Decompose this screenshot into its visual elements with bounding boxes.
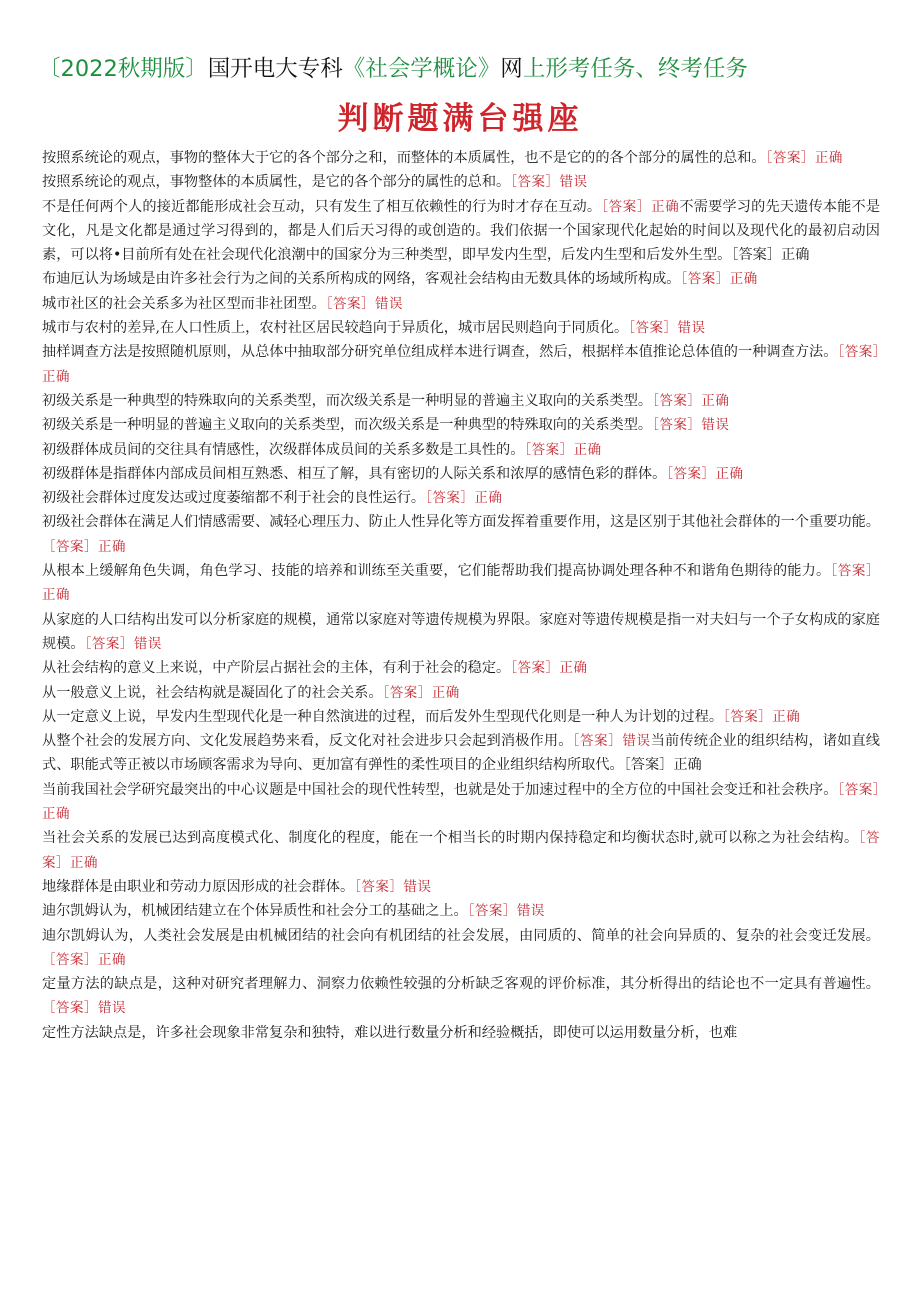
question-text: 定性方法缺点是，许多社会现象非常复杂和独特，难以进行数量分析和经验概括，即使可以运用数量分析，也难 [42, 1024, 738, 1041]
edition-label: 〔2022秋期版〕 [38, 56, 208, 82]
answer-label: ［答案］正确 [680, 271, 758, 288]
question-item [42, 972, 880, 1021]
document-header [38, 52, 898, 86]
answer-label: ［答案］正确 [42, 344, 881, 385]
question-text: 初级关系是一种明显的普遍主义取向的关系类型，而次级关系是一种典型的特殊取向的关系类型。 [42, 417, 653, 434]
question-item [42, 316, 880, 340]
answer-label: ［答案］正确 [510, 660, 588, 677]
answer-label: ［答案］正确 [765, 150, 843, 166]
continuation-text: 不需要学习的先天遗传本能不是文化，凡是文化都是通过学习得到的，都是人们后天习得的或创造的。我们依据一个国家现代化起始的时间以及现代化的最初启动因素，可以将•目前所有处在社会现代化浪潮中的国家分为三种类型，即早发内生型，后发内生型和后发外生型。［答案］正确 [42, 198, 881, 264]
question-item [42, 170, 880, 194]
question-item [42, 729, 880, 778]
question-item [42, 292, 880, 316]
question-text: 当前我国社会学研究最突出的中心议题是中国社会的现代性转型，也就是处于加速过程中的全方位的中国社会变迁和社会秩序。 [42, 781, 838, 798]
answer-label: ［答案］正确 [42, 830, 881, 871]
question-text: 定量方法的缺点是，这种对研究者理解力、洞察力依赖性较强的分析缺乏客观的评价标准，其分析得出的结论也不一定具有普遍性。 [42, 976, 880, 993]
question-item [42, 656, 880, 680]
answer-label: ［答案］错误 [354, 878, 432, 895]
question-text: 从整个社会的发展方向、文化发展趋势来看，反文化对社会进步只会起到消极作用。 [42, 733, 573, 750]
question-item [42, 1021, 880, 1045]
answer-label: ［答案］错误 [467, 903, 545, 920]
question-item [42, 510, 880, 559]
question-list [42, 146, 880, 1045]
question-item [42, 559, 880, 608]
question-text: 从根本上缓解角色失调，角色学习、技能的培养和训练至关重要，它们能帮助我们提高协调处理各种不和谐角色期待的能力。 [42, 563, 831, 580]
answer-label: ［答案］正确 [425, 490, 503, 507]
question-item [42, 608, 880, 657]
question-item [42, 705, 880, 729]
question-text: 初级群体是指群体内部成员间相互熟悉、相互了解，具有密切的人际关系和浓厚的感情色彩的群体。 [42, 465, 667, 482]
question-item [42, 438, 880, 462]
answer-label: ［答案］错误 [42, 1000, 126, 1017]
answer-label: ［答案］错误 [628, 320, 706, 337]
question-text: 初级关系是一种典型的特殊取向的关系类型，而次级关系是一种明显的普遍主义取向的关系类型。 [42, 392, 653, 409]
course-name: 《社会学概论》 [342, 56, 501, 82]
answer-label: ［答案］正确 [42, 563, 880, 604]
question-text: 迪尔凯姆认为，机械团结建立在个体异质性和社会分工的基础之上。 [42, 903, 468, 920]
answer-label: ［答案］正确 [723, 708, 801, 725]
continuation-text: 当前传统企业的组织结构，诸如直线式、职能式等正被以市场顾客需求为导向、更加富有弹性的柔性项目的企业组织结构所取代。［答案］正确 [42, 733, 880, 774]
question-text: 从家庭的人口结构出发可以分析家庭的规模，通常以家庭对等遗传规模为界限。家庭对等遗传规模是指一对夫妇与一个子女构成的家庭规模。 [42, 611, 880, 652]
question-text: 布迪厄认为场域是由许多社会行为之间的关系所构成的网络，客观社会结构由无数具体的场域所构成。 [42, 271, 681, 288]
page-title: 判断题满台强座 [337, 101, 583, 137]
answer-label: ［答案］正确 [652, 392, 730, 409]
question-text: 迪尔凯姆认为，人类社会发展是由机械团结的社会向有机团结的社会发展，由同质的、简单的社会向异质的、复杂的社会变迁发展。 [42, 927, 880, 944]
question-text: 按照系统论的观点，事物整体的本质属性，是它的各个部分的属性的总和。 [42, 174, 511, 191]
answer-label: ［答案］正确 [524, 441, 602, 458]
answer-label: ［答案］正确 [601, 198, 680, 215]
question-item [42, 340, 880, 389]
question-item [42, 826, 880, 875]
answer-label: ［答案］错误 [510, 174, 588, 191]
question-text: 地缘群体是由职业和劳动力原因形成的社会群体。 [42, 878, 355, 895]
question-text: 城市社区的社会关系多为社区型而非社团型。 [42, 295, 326, 312]
question-text: 当社会关系的发展已达到高度模式化、制度化的程度，能在一个相当长的时期内保持稳定和均衡状态时,就可以称之为社会结构。 [42, 830, 859, 847]
answer-label: ［答案］正确 [42, 538, 126, 555]
question-item [42, 462, 880, 486]
question-text: 从一般意义上说，社会结构就是凝固化了的社会关系。 [42, 684, 383, 701]
question-item [42, 486, 880, 510]
question-text: 按照系统论的观点，事物的整体大于它的各个部分之和，而整体的本质属性，也不是它的的各个部分的属性的总和。 [42, 150, 766, 166]
question-text: 城市与农村的差异,在人口性质上，农村社区居民较趋向于异质化，城市居民则趋向于同质化。 [42, 320, 629, 337]
question-item [42, 875, 880, 899]
question-text: 抽样调查方法是按照随机原则，从总体中抽取部分研究单位组成样本进行调查，然后，根据样本值推论总体值的一种调查方法。 [42, 344, 838, 361]
question-text: 不是任何两个人的接近都能形成社会互动，只有发生了相互依赖性的行为时才存在互动。 [42, 198, 602, 215]
task-label: 上形考任务、终考任务 [522, 56, 748, 82]
answer-label: ［答案］正确 [666, 465, 744, 482]
question-item [42, 146, 880, 170]
answer-label: ［答案］正确 [382, 684, 460, 701]
answer-label: ［答案］错误 [325, 295, 404, 312]
question-item [42, 899, 880, 923]
question-item [42, 681, 880, 705]
question-item [42, 195, 880, 268]
question-text: 初级社会群体在满足人们情感需要、减轻心理压力、防止人性异化等方面发挥着重要作用，这是区别于其他社会群体的一个重要功能。 [42, 514, 880, 531]
site-label: 网 [500, 56, 523, 82]
question-text: 从一定意义上说，早发内生型现代化是一种自然演进的过程，而后发外生型现代化则是一种人为计划的过程。 [42, 708, 724, 725]
answer-label: ［答案］错误 [84, 635, 162, 652]
question-item [42, 413, 880, 437]
answer-label: ［答案］错误 [652, 417, 730, 434]
question-text: 从社会结构的意义上来说，中产阶层占据社会的主体，有利于社会的稳定。 [42, 660, 511, 677]
school-label: 国开电大专科 [207, 56, 343, 82]
question-item [42, 924, 880, 973]
question-text: 初级群体成员间的交往具有情感性，次级群体成员间的关系多数是工具性的。 [42, 441, 525, 458]
question-item [42, 267, 880, 291]
question-item [42, 389, 880, 413]
answer-label: ［答案］正确 [42, 781, 881, 823]
question-item [42, 778, 880, 827]
answer-label: ［答案］错误 [572, 733, 651, 750]
question-text: 初级社会群体过度发达或过度萎缩都不利于社会的良性运行。 [42, 490, 426, 507]
answer-label: ［答案］正确 [42, 951, 126, 968]
